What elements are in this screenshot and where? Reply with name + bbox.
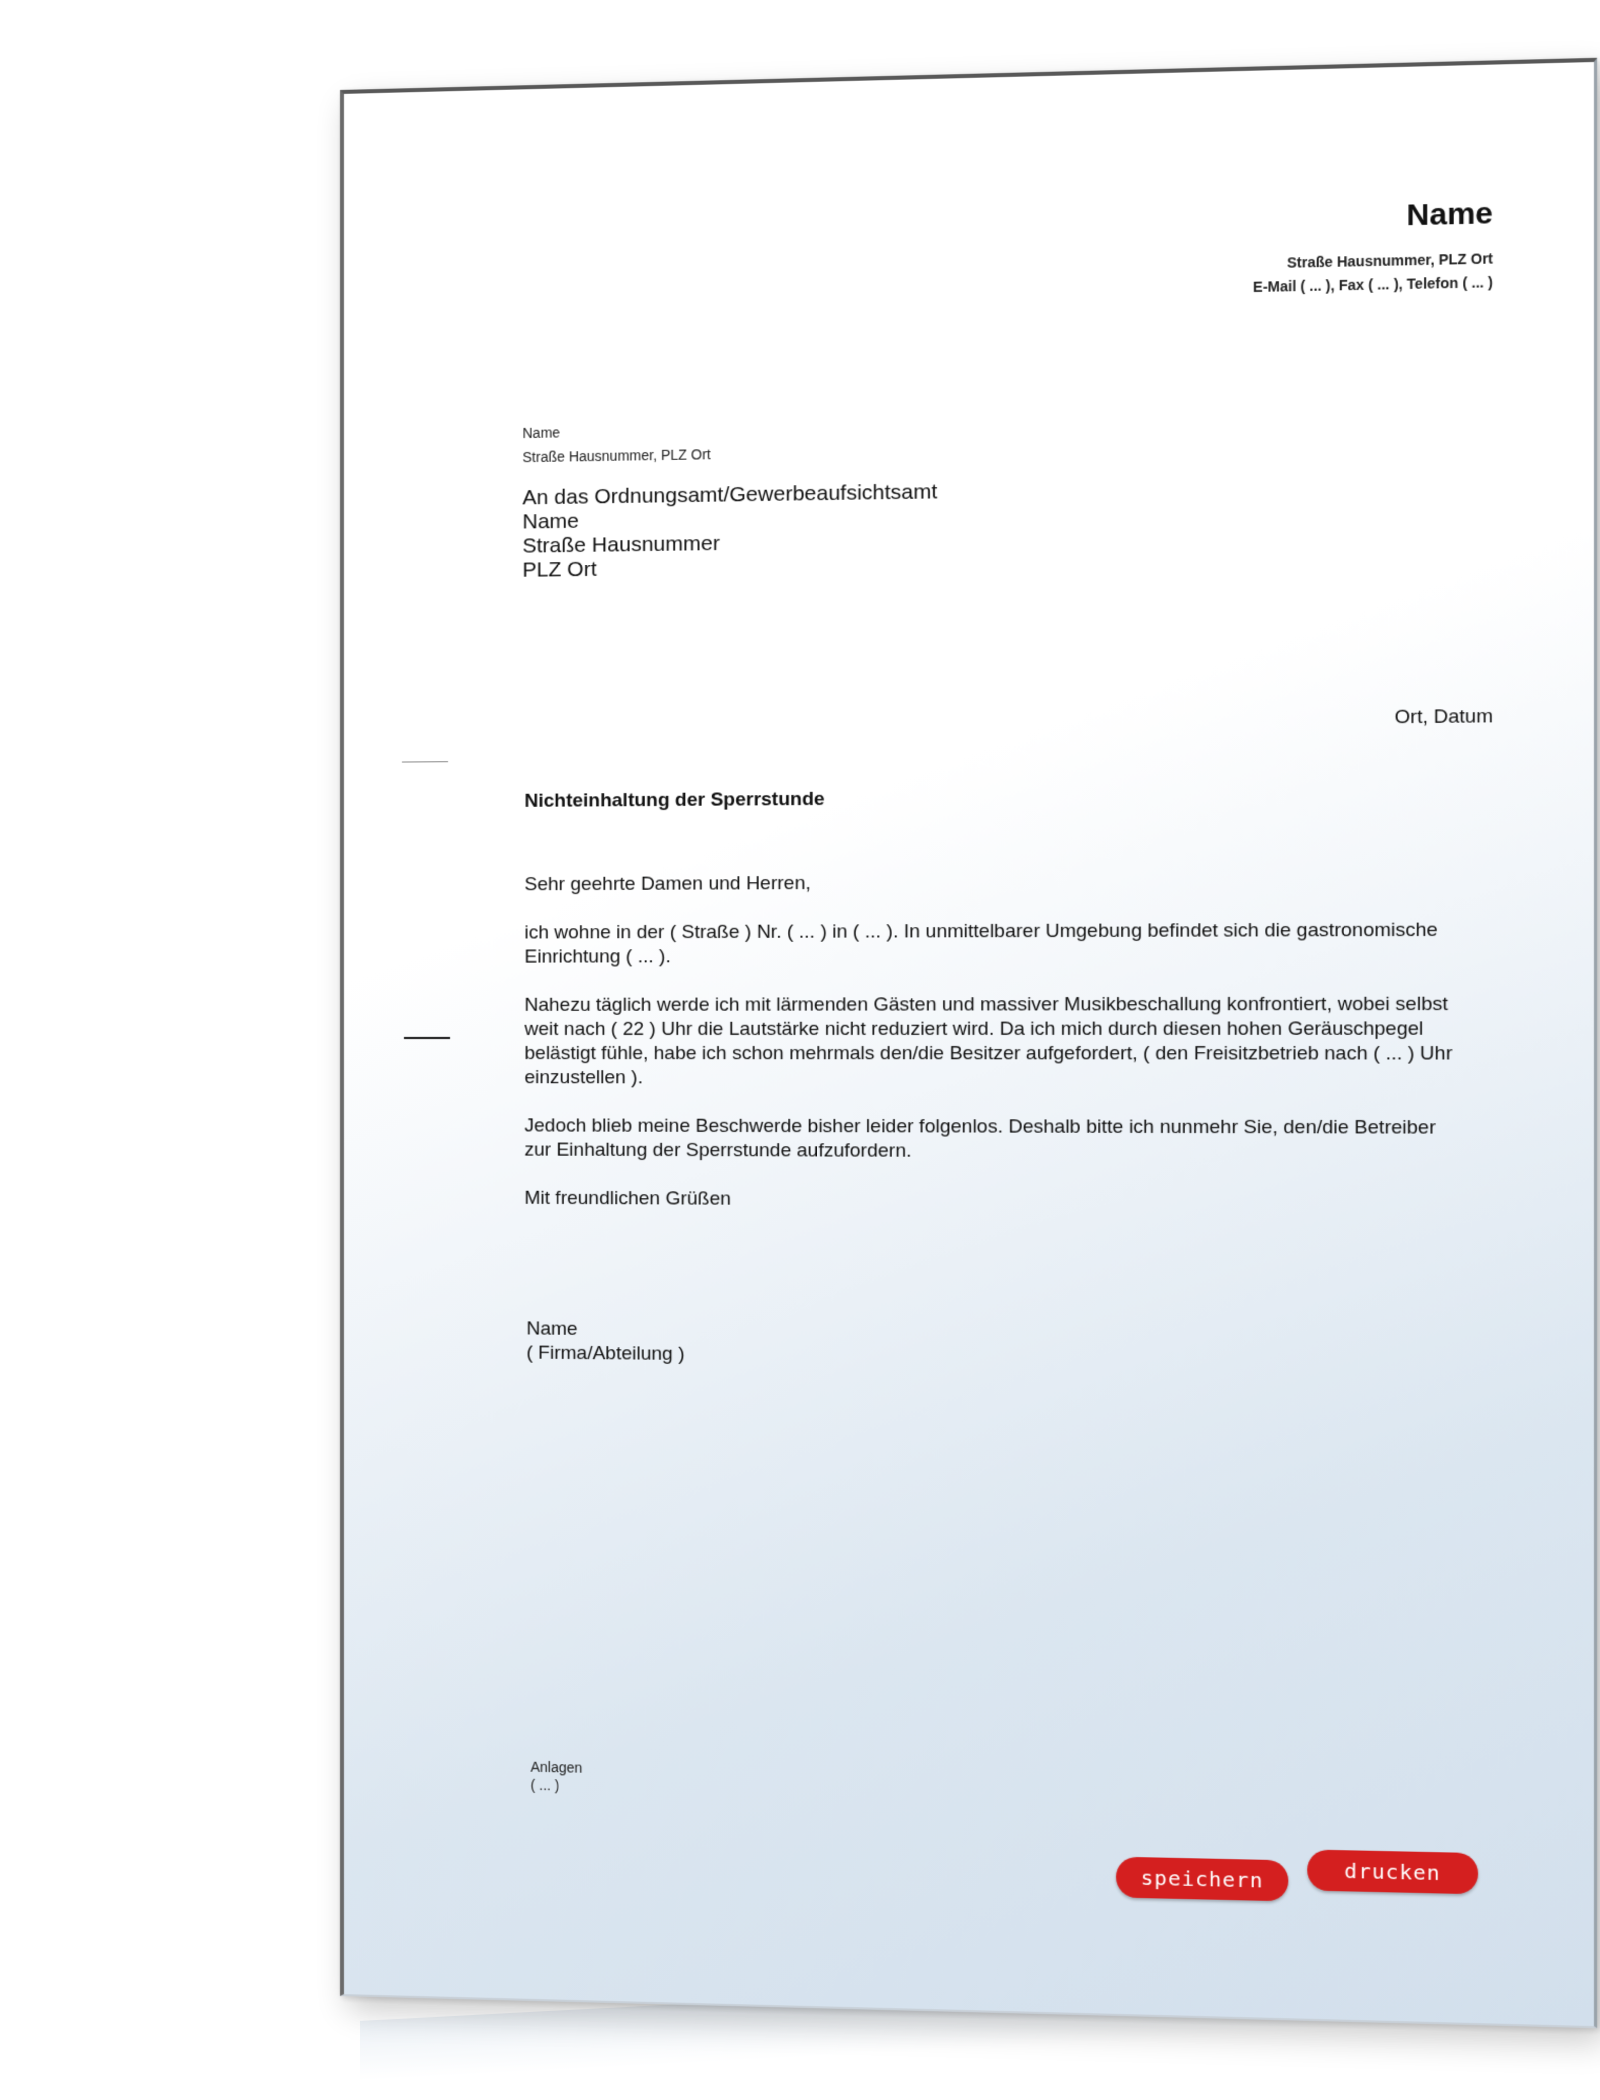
return-address-name: Name xyxy=(522,424,561,442)
sender-name: Name xyxy=(1406,196,1493,233)
signature-block xyxy=(526,1317,684,1367)
sender-contact: E-Mail ( ... ), Fax ( ... ), Telefon ( ... ) xyxy=(1253,273,1493,296)
letter-body xyxy=(524,869,1453,1240)
recipient-line-1: An das Ordnungsamt/Gewerbeaufsichtsamt xyxy=(522,480,938,510)
body-paragraph-1: ich wohne in der ( Straße ) Nr. ( ... ) in ( ... ). In unmittelbarer Umgebung befindet sich die gastronomische Einrichtung ( ... ). xyxy=(524,919,1438,968)
save-button[interactable]: speichern xyxy=(1116,1857,1288,1902)
place-date: Ort, Datum xyxy=(1394,705,1493,729)
signature-name: Name xyxy=(526,1318,578,1340)
attachments xyxy=(531,1758,583,1795)
recipient-line-4: PLZ Ort xyxy=(522,557,597,582)
fold-mark xyxy=(402,761,448,762)
return-address-line: Straße Hausnummer, PLZ Ort xyxy=(522,446,711,466)
letter-sheet xyxy=(340,58,1597,2028)
attachments-label: Anlagen xyxy=(530,1758,583,1776)
attachments-value: ( ... ) xyxy=(530,1776,560,1794)
sender-address: Straße Hausnummer, PLZ Ort xyxy=(1286,250,1493,271)
punch-mark xyxy=(404,1037,450,1039)
letter-subject: Nichteinhaltung der Sperrstunde xyxy=(524,788,825,812)
signature-company: ( Firma/Abteilung ) xyxy=(526,1342,685,1365)
print-button[interactable]: drucken xyxy=(1307,1849,1478,1894)
salutation: Sehr geehrte Damen und Herren, xyxy=(524,872,811,896)
recipient-line-2: Name xyxy=(522,509,579,534)
body-paragraph-2: Nahezu täglich werde ich mit lärmenden Gästen und massiver Musikbeschallung konfrontiert, wobei selbst weit nach ( 22 ) Uhr die Lautstärke nicht reduziert wird. Da ich mich durch diesen hohen Geräuschpegel belästigt fühle, habe ich schon mehrmals den/die Besitzer aufgefordert, ( den Freisitzbetrieb nach ( ... ) Uhr einzustellen ). xyxy=(524,993,1453,1089)
recipient-line-3: Straße Hausnummer xyxy=(522,531,720,558)
closing: Mit freundlichen Grüßen xyxy=(524,1187,731,1210)
body-paragraph-3: Jedoch blieb meine Beschwerde bisher leider folgenlos. Deshalb bitte ich nunmehr Sie, den/die Betreiber zur Einhaltung der Sperrstunde aufzufordern. xyxy=(524,1115,1436,1162)
recipient-block xyxy=(522,480,937,583)
